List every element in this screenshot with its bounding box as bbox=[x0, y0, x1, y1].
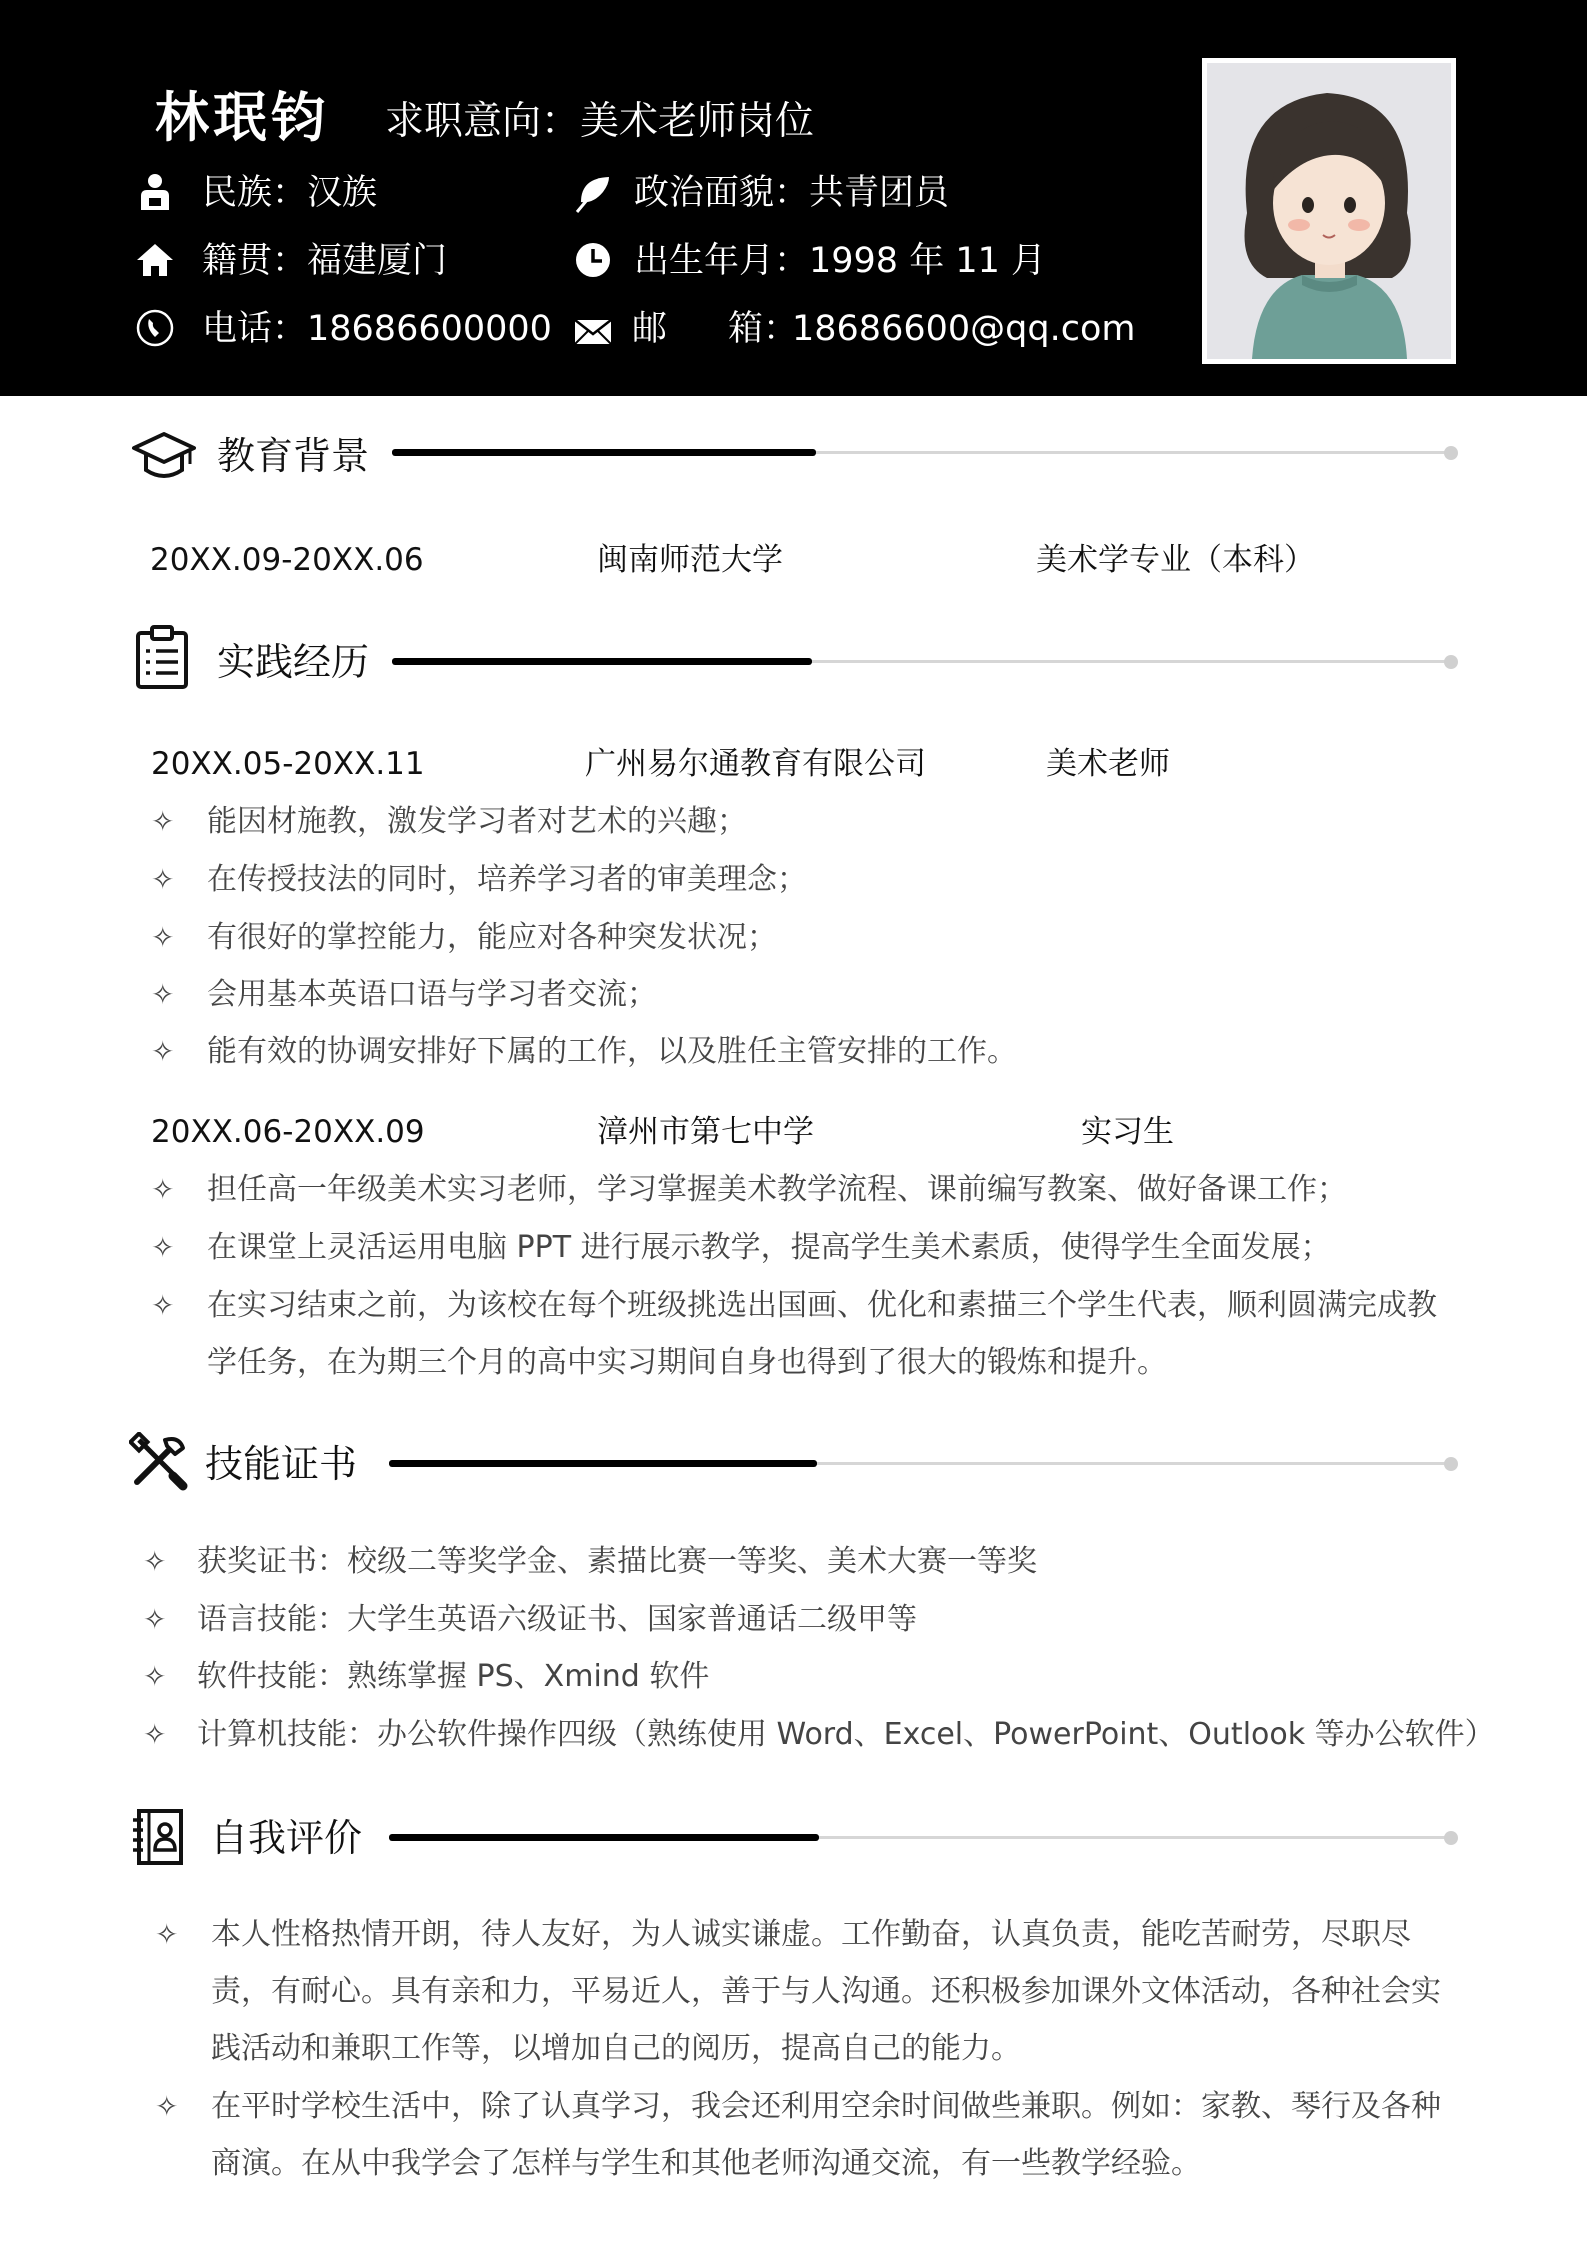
bullet-icon: ✧ bbox=[143, 1545, 167, 1578]
bullet-icon: ✧ bbox=[151, 1231, 175, 1264]
birth-date: 出生年月：1998 年 11 月 bbox=[634, 241, 1046, 281]
list-item: 能因材施教，激发学习者对艺术的兴趣； bbox=[207, 804, 747, 839]
section-divider-accent bbox=[392, 658, 812, 665]
clipboard-icon bbox=[134, 625, 190, 691]
email-label-suffix: 箱： bbox=[728, 309, 799, 349]
graduation-cap-icon bbox=[130, 430, 198, 486]
section-divider-dot bbox=[1444, 655, 1458, 669]
list-item: 在课堂上灵活运用电脑 PPT 进行展示教学，提高学生美术素质，使得学生全面发展； bbox=[207, 1230, 1331, 1265]
political-status: 政治面貌：共青团员 bbox=[634, 173, 950, 213]
bullet-icon: ✧ bbox=[151, 978, 175, 1011]
list-item: 在平时学校生活中，除了认真学习，我会还利用空余时间做些兼职。例如：家教、琴行及各种商演。在从中我学会了怎样与学生和其他老师沟通交流，有一些教学经验。 bbox=[211, 2089, 1441, 2181]
list-item: 本人性格热情开朗，待人友好，为人诚实谦虚。工作勤奋，认真负责，能吃苦耐劳，尽职尽责，有耐心。具有亲和力，平易近人，善于与人沟通。还积极参加课外文体活动，各种社会实践活动和兼职工作等，以增加自己的阅历，提高自己的能力。 bbox=[211, 1917, 1441, 2066]
section-divider-dot bbox=[1444, 1831, 1458, 1845]
email-value: 18686600@qq.com bbox=[792, 309, 1136, 349]
list-item: 计算机技能：办公软件操作四级（熟练使用 Word、Excel、PowerPoint、Outlook 等办公软件） bbox=[197, 1717, 1495, 1752]
person-icon bbox=[135, 172, 175, 212]
section-divider-accent bbox=[389, 1460, 817, 1467]
bullet-icon: ✧ bbox=[151, 1035, 175, 1068]
ethnicity: 民族：汉族 bbox=[202, 173, 378, 213]
section-title-education: 教育背景 bbox=[217, 434, 370, 478]
section-title-experience: 实践经历 bbox=[217, 640, 370, 684]
home-icon bbox=[135, 240, 175, 280]
clock-icon bbox=[573, 240, 613, 280]
job-role: 美术老师 bbox=[1046, 746, 1170, 782]
phone: 电话：18686600000 bbox=[202, 309, 552, 349]
bullet-icon: ✧ bbox=[151, 805, 175, 838]
section-title-skills: 技能证书 bbox=[205, 1442, 358, 1486]
job-intent: 求职意向：美术老师岗位 bbox=[385, 99, 815, 144]
list-item: 在实习结束之前，为该校在每个班级挑选出国画、优化和素描三个学生代表，顺利圆满完成教学任务，在为期三个月的高中实习期间自身也得到了很大的锻炼和提升。 bbox=[207, 1288, 1437, 1380]
email-label: 邮 bbox=[632, 309, 668, 349]
bullet-icon: ✧ bbox=[143, 1603, 167, 1636]
list-item: 语言技能：大学生英语六级证书、国家普通话二级甲等 bbox=[197, 1602, 917, 1637]
leaf-icon bbox=[573, 174, 613, 214]
bullet-icon: ✧ bbox=[155, 1918, 179, 1951]
bullet-icon: ✧ bbox=[143, 1718, 167, 1751]
mail-icon bbox=[573, 312, 613, 352]
education-school: 闽南师范大学 bbox=[597, 542, 783, 578]
job-company: 漳州市第七中学 bbox=[597, 1114, 814, 1150]
job-role: 实习生 bbox=[1081, 1114, 1174, 1150]
list-item: 会用基本英语口语与学习者交流； bbox=[207, 977, 657, 1012]
list-item: 有很好的掌控能力，能应对各种突发状况； bbox=[207, 920, 777, 955]
bullet-icon: ✧ bbox=[155, 2090, 179, 2123]
bullet-icon: ✧ bbox=[151, 1173, 175, 1206]
avatar-illustration bbox=[1207, 63, 1451, 359]
section-divider-accent bbox=[392, 449, 816, 456]
bullet-icon: ✧ bbox=[151, 1289, 175, 1322]
job-period: 20XX.06-20XX.09 bbox=[151, 1114, 425, 1150]
hometown: 籍贯：福建厦门 bbox=[202, 241, 448, 281]
section-divider-dot bbox=[1444, 1457, 1458, 1471]
education-period: 20XX.09-20XX.06 bbox=[150, 542, 424, 578]
phone-icon bbox=[135, 308, 175, 348]
bullet-icon: ✧ bbox=[143, 1660, 167, 1693]
list-item: 获奖证书：校级二等奖学金、素描比赛一等奖、美术大赛一等奖 bbox=[197, 1544, 1037, 1579]
list-item: 担任高一年级美术实习老师，学习掌握美术教学流程、课前编写教案、做好备课工作； bbox=[207, 1172, 1347, 1207]
list-item: 软件技能：熟练掌握 PS、Xmind 软件 bbox=[197, 1659, 710, 1694]
section-divider-dot bbox=[1444, 446, 1458, 460]
candidate-name: 林珉钧 bbox=[155, 86, 329, 149]
job-period: 20XX.05-20XX.11 bbox=[151, 746, 425, 782]
education-major: 美术学专业（本科） bbox=[1036, 542, 1315, 578]
job-company: 广州易尔通教育有限公司 bbox=[585, 746, 926, 782]
profile-book-icon bbox=[131, 1808, 185, 1866]
bullet-icon: ✧ bbox=[151, 863, 175, 896]
list-item: 在传授技法的同时，培养学习者的审美理念； bbox=[207, 862, 807, 897]
header-banner bbox=[0, 0, 1587, 396]
profile-photo bbox=[1207, 63, 1451, 359]
tools-icon bbox=[129, 1432, 189, 1492]
list-item: 能有效的协调安排好下属的工作，以及胜任主管安排的工作。 bbox=[207, 1034, 1017, 1069]
section-title-self-evaluation: 自我评价 bbox=[210, 1816, 363, 1860]
section-divider-accent bbox=[389, 1834, 819, 1841]
bullet-icon: ✧ bbox=[151, 921, 175, 954]
